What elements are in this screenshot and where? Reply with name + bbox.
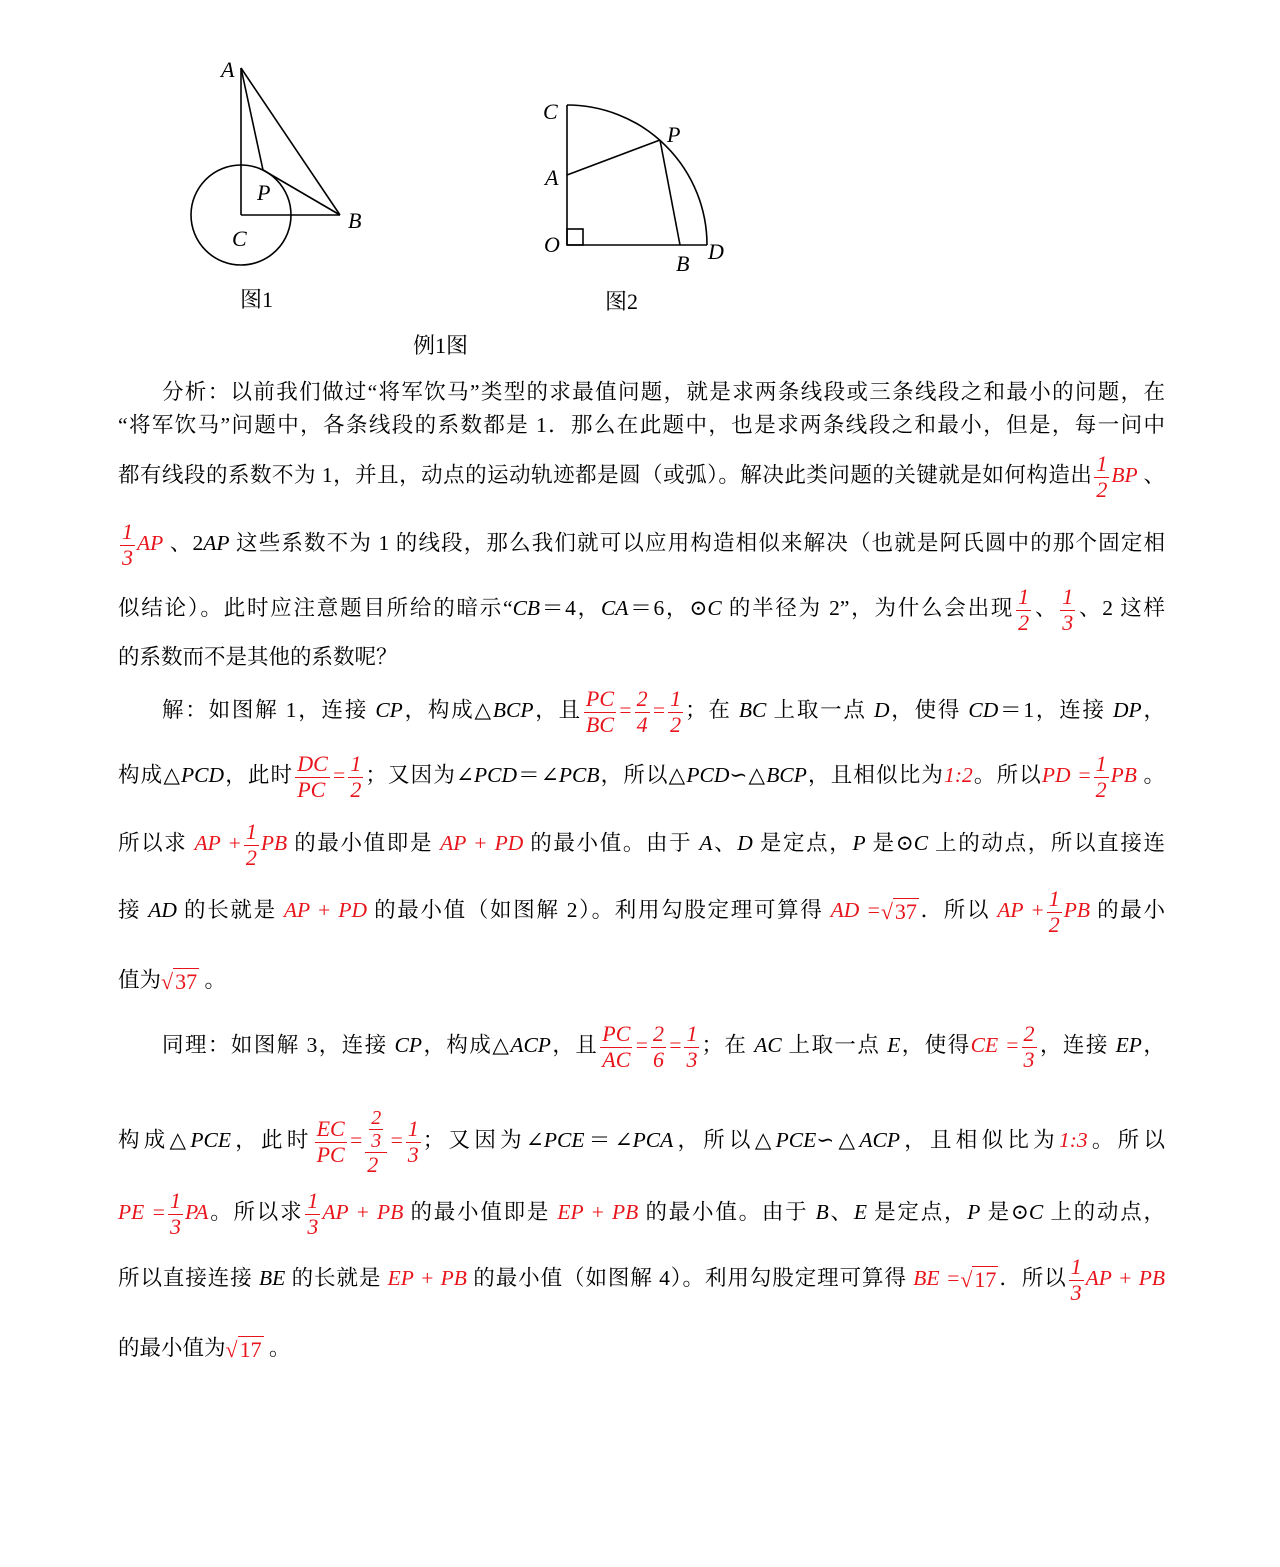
text: 都有线段的系数不为 1，并且，动点的运动轨迹都是圆（或弧）。解决此类问题的关键就是如何构造出 (118, 463, 1093, 487)
text: ；在 (701, 1033, 755, 1057)
fraction (684, 1022, 699, 1071)
figure-2-caption: 图2 (605, 289, 639, 314)
denominator: 2 (670, 711, 682, 737)
text: 的最小值即是 (403, 1200, 558, 1224)
text: 同理：如图解 3，连接 (162, 1033, 395, 1057)
denominator: 2 (1096, 476, 1108, 502)
math-expression: AP + PD (440, 831, 524, 855)
text: 是定点， (866, 1200, 968, 1224)
numerator: 1 (1048, 886, 1060, 912)
square-root: √37 (161, 968, 198, 994)
text-line (118, 1100, 1165, 1180)
text: ；又因为∠ (365, 763, 475, 787)
text: 值为 (118, 968, 162, 992)
text: 、 (1033, 596, 1059, 620)
math-variable: ACP (510, 1033, 551, 1057)
fraction (365, 1107, 387, 1177)
denominator: 2 (350, 776, 362, 802)
text: 的最小值即是 (287, 831, 441, 855)
text: 上的动点，所以直接连 (928, 831, 1165, 855)
denominator: 3 (307, 1213, 319, 1239)
text: 所以直接连接 (118, 1266, 259, 1290)
math-variable: PCE (190, 1128, 231, 1152)
text: ；又因为∠ (422, 1128, 544, 1152)
numerator (365, 1107, 387, 1153)
math-variable: AP (203, 531, 230, 555)
math-expression: BE = (913, 1266, 961, 1290)
numerator: 2 (371, 1106, 382, 1129)
example-figures (0, 0, 1280, 380)
fraction (651, 1022, 666, 1071)
text: 似结论）。此时应注意题目所给的暗示“ (118, 596, 513, 620)
denominator: 2 (367, 1151, 379, 1177)
text: ＝4， (540, 596, 601, 620)
math-expression: PB (1110, 763, 1137, 787)
math-variable: EP (1115, 1033, 1142, 1057)
math-expression: AP + (194, 831, 242, 855)
text: 所以求 (118, 831, 195, 855)
math-expression: EP + PB (557, 1200, 639, 1224)
numerator: 1 (1070, 1254, 1082, 1280)
text: ，所以△ (599, 763, 687, 787)
math-expression: EP + PB (387, 1266, 467, 1290)
text: ，连接 (1038, 1033, 1116, 1057)
text: 、 (1137, 463, 1165, 487)
math-expression: PB (1063, 898, 1091, 922)
math-variable: AD (148, 898, 177, 922)
math-variable: B (815, 1200, 829, 1224)
text: ．所以 (998, 1266, 1067, 1290)
text: 上的动点， (1043, 1200, 1165, 1224)
text: 。 (263, 1336, 291, 1360)
text: 的长就是 (176, 898, 284, 922)
math-variable: PCE (543, 1128, 585, 1152)
math-expression: AD = (830, 898, 881, 922)
denominator: 3 (686, 1046, 698, 1072)
math-variable: DP (1112, 698, 1142, 722)
fraction (369, 1107, 383, 1152)
numerator: 2 (652, 1021, 664, 1047)
text: ，构成△ (421, 1033, 511, 1057)
math-expression: PE = (118, 1200, 166, 1224)
math-variable: PCB (558, 763, 600, 787)
numerator: EC (316, 1116, 345, 1142)
math-variable: AC (754, 1033, 782, 1057)
math-expression: PB (260, 831, 288, 855)
figure-1 (191, 68, 340, 265)
fraction (584, 687, 616, 736)
text: ，构成△ (402, 698, 493, 722)
denominator: 2 (1048, 911, 1060, 937)
math-variable: BC (738, 698, 767, 722)
fraction (1094, 452, 1109, 501)
text: 解：如图解 1，连接 (162, 698, 376, 722)
denominator: BC (585, 711, 615, 737)
math-variable: C (707, 596, 722, 620)
numerator: 1 (169, 1188, 181, 1214)
math-variable: ACP (859, 1128, 900, 1152)
text-line (118, 1308, 1165, 1388)
figure-2 (567, 105, 707, 245)
text-line (118, 870, 1165, 950)
text: 的最小值。由于 (638, 1200, 816, 1224)
numerator: 1 (1062, 584, 1074, 610)
math-expression: = (667, 1033, 683, 1057)
math-expression: PD = (1041, 763, 1092, 787)
label-d: D (708, 239, 724, 264)
fraction (348, 752, 363, 801)
right-angle-mark (567, 229, 583, 245)
math-variable: BCP (766, 763, 807, 787)
numerator: 1 (122, 519, 133, 545)
text: ，所以△ (673, 1128, 776, 1152)
fraction (1022, 1022, 1037, 1071)
numerator: 1 (686, 1021, 698, 1047)
denominator: 3 (371, 1129, 382, 1152)
text: 。所以 (972, 763, 1042, 787)
numerator: PC (585, 686, 615, 712)
text: ＝6，⊙ (628, 596, 708, 620)
denominator: PC (316, 1141, 345, 1167)
fraction (120, 520, 135, 569)
math-variable: CA (600, 596, 629, 620)
text: 是定点， (752, 831, 853, 855)
denominator: 2 (245, 844, 257, 870)
math-expression: AP (137, 531, 164, 555)
text: 、2 (163, 531, 204, 555)
text: ．所以 (918, 898, 998, 922)
math-expression: AP + (997, 898, 1045, 922)
fraction (305, 1189, 320, 1238)
math-variable: C (1028, 1200, 1044, 1224)
math-variable: CP (375, 698, 403, 722)
fraction (315, 1117, 347, 1166)
numerator: 1 (245, 819, 257, 845)
numerator: 1 (307, 1188, 319, 1214)
fraction (668, 687, 683, 736)
text: ，且 (550, 1033, 599, 1057)
math-variable: BCP (492, 698, 534, 722)
square-root: √17 (225, 1336, 262, 1362)
radicand: 37 (894, 898, 917, 924)
denominator: 4 (636, 711, 648, 737)
math-variable: D (873, 698, 890, 722)
math-expression: AP + PB (1085, 1266, 1165, 1290)
arc-cd (567, 105, 707, 245)
denominator: 6 (652, 1046, 664, 1072)
fraction (1047, 887, 1062, 936)
math-variable: CD (968, 698, 999, 722)
text-line (118, 1238, 1165, 1318)
label-c: C (543, 99, 558, 124)
figure-1-caption: 图1 (240, 287, 274, 312)
text: ， (1141, 698, 1165, 722)
text: 的最小 (1090, 898, 1165, 922)
denominator: 2 (1018, 609, 1030, 635)
label-p: P (667, 122, 681, 147)
label-c: C (232, 226, 247, 251)
text: 。所以求 (208, 1200, 304, 1224)
math-expression: 1:3 (1058, 1128, 1088, 1152)
math-expression: = (348, 1128, 364, 1152)
fraction (1069, 1255, 1084, 1304)
text: ， (1141, 1033, 1165, 1057)
radicand: 17 (974, 1266, 997, 1292)
numerator: 2 (636, 686, 648, 712)
math-expression: = (651, 698, 667, 722)
numerator: PC (602, 1021, 631, 1047)
text: ，此时 (224, 763, 294, 787)
text: ，且 (533, 698, 582, 722)
text: 。所以 (1087, 1128, 1165, 1152)
text: ，使得 (889, 698, 969, 722)
fraction (635, 687, 650, 736)
numerator: 2 (1023, 1021, 1035, 1047)
denominator: 3 (169, 1213, 181, 1239)
math-variable: C (913, 831, 929, 855)
denominator: 3 (1023, 1046, 1035, 1072)
label-b: B (676, 251, 690, 276)
numerator: 1 (1095, 751, 1107, 777)
text: ＝∠ (584, 1128, 633, 1152)
radicand: 17 (239, 1336, 262, 1362)
math-variable: PCD (686, 763, 730, 787)
numerator: 1 (670, 686, 682, 712)
math-variable: PCD (181, 763, 225, 787)
math-variable: P (967, 1200, 981, 1224)
math-variable: CP (394, 1033, 422, 1057)
numerator: 1 (1018, 584, 1030, 610)
math-variable: CB (512, 596, 541, 620)
text: 上取一点 (766, 698, 874, 722)
math-variable: D (737, 831, 753, 855)
denominator: 3 (1070, 1279, 1082, 1305)
fraction (600, 1022, 632, 1071)
text: ＝1，连接 (998, 698, 1113, 722)
square-root: √17 (960, 1266, 997, 1292)
math-variable: A (699, 831, 713, 855)
figure-title: 例1图 (413, 333, 469, 358)
text: 、 (712, 831, 738, 855)
text: ，且相似比为 (806, 763, 945, 787)
text: ；在 (685, 698, 739, 722)
math-variable: PCA (632, 1128, 674, 1152)
math-expression: = (618, 698, 633, 722)
text: 的半径为 2”，为什么会出现 (721, 596, 1015, 620)
denominator: 3 (407, 1141, 419, 1167)
math-expression: BP (1111, 463, 1138, 487)
numerator: 1 (1096, 451, 1108, 477)
math-expression: = (331, 763, 347, 787)
text: 、 (828, 1200, 854, 1224)
text: 构成△ (118, 1128, 191, 1152)
math-expression: PA (184, 1200, 209, 1224)
text: 的最小值（如图解 4）。利用勾股定理可算得 (466, 1266, 914, 1290)
text: ，且相似比为 (899, 1128, 1059, 1152)
numerator: DC (297, 751, 328, 777)
math-variable: PCE (775, 1128, 817, 1152)
radicand: 37 (175, 968, 198, 994)
text: ，此时 (230, 1128, 313, 1152)
text: ∽△ (729, 763, 767, 787)
text: 分析：以前我们做过“将军饮马”类型的求最值问题，就是求两条线段或三条线段之和最小的问题，在 (162, 380, 1165, 404)
math-expression: AP + PB (322, 1200, 404, 1224)
fraction (406, 1117, 421, 1166)
label-p: P (257, 180, 271, 205)
denominator: 2 (1095, 776, 1107, 802)
fraction (295, 752, 330, 801)
text: ＝∠ (517, 763, 559, 787)
text: 是⊙ (865, 831, 914, 855)
math-variable: E (887, 1033, 901, 1057)
text: 的长就是 (285, 1266, 388, 1290)
text: 。 (1136, 763, 1165, 787)
text: ∽△ (816, 1128, 860, 1152)
denominator: 3 (122, 544, 133, 570)
math-expression: CE = (970, 1033, 1020, 1057)
math-expression: = (389, 1128, 404, 1152)
math-expression: 1:2 (944, 763, 973, 787)
denominator: PC (297, 776, 326, 802)
numerator: 1 (407, 1116, 419, 1142)
text: 。 (199, 968, 226, 992)
math-expression: = (634, 1033, 649, 1057)
fraction (1094, 752, 1109, 801)
text: 构成△ (118, 763, 182, 787)
text: 是⊙ (980, 1200, 1029, 1224)
denominator: 3 (1062, 609, 1074, 635)
text: 的系数而不是其他的系数呢？ (118, 645, 398, 669)
denominator: AC (602, 1046, 631, 1072)
text: 接 (118, 898, 149, 922)
text: 、2 这样 (1077, 596, 1165, 620)
text: 这些系数不为 1 的线段，那么我们就可以应用构造相似来解决（也就是阿氏圆中的那个固定相 (229, 531, 1165, 555)
fraction (168, 1189, 183, 1238)
label-a: A (221, 57, 235, 82)
label-a: A (545, 165, 559, 190)
square-root: √37 (880, 898, 917, 924)
math-variable: E (853, 1200, 867, 1224)
text-line (118, 1005, 1165, 1085)
text: 的最小值（如图解 2）。利用勾股定理可算得 (367, 898, 831, 922)
fraction (244, 820, 259, 869)
math-variable: P (852, 831, 866, 855)
figure-2-labels (543, 99, 724, 276)
text: 的最小值为 (118, 1336, 226, 1360)
text: “将军饮马”问题中，各条线段的系数都是 1．那么在此题中，也是求两条线段之和最小，但是，每一问中 (118, 413, 1165, 437)
math-variable: BE (258, 1266, 286, 1290)
math-expression: AP + PD (283, 898, 368, 922)
math-variable: PCD (474, 763, 518, 787)
text: ，使得 (900, 1033, 971, 1057)
text: 的最小值。由于 (523, 831, 700, 855)
label-o: O (544, 232, 560, 257)
label-b: B (348, 208, 362, 233)
text: 上取一点 (781, 1033, 888, 1057)
numerator: 1 (350, 751, 362, 777)
